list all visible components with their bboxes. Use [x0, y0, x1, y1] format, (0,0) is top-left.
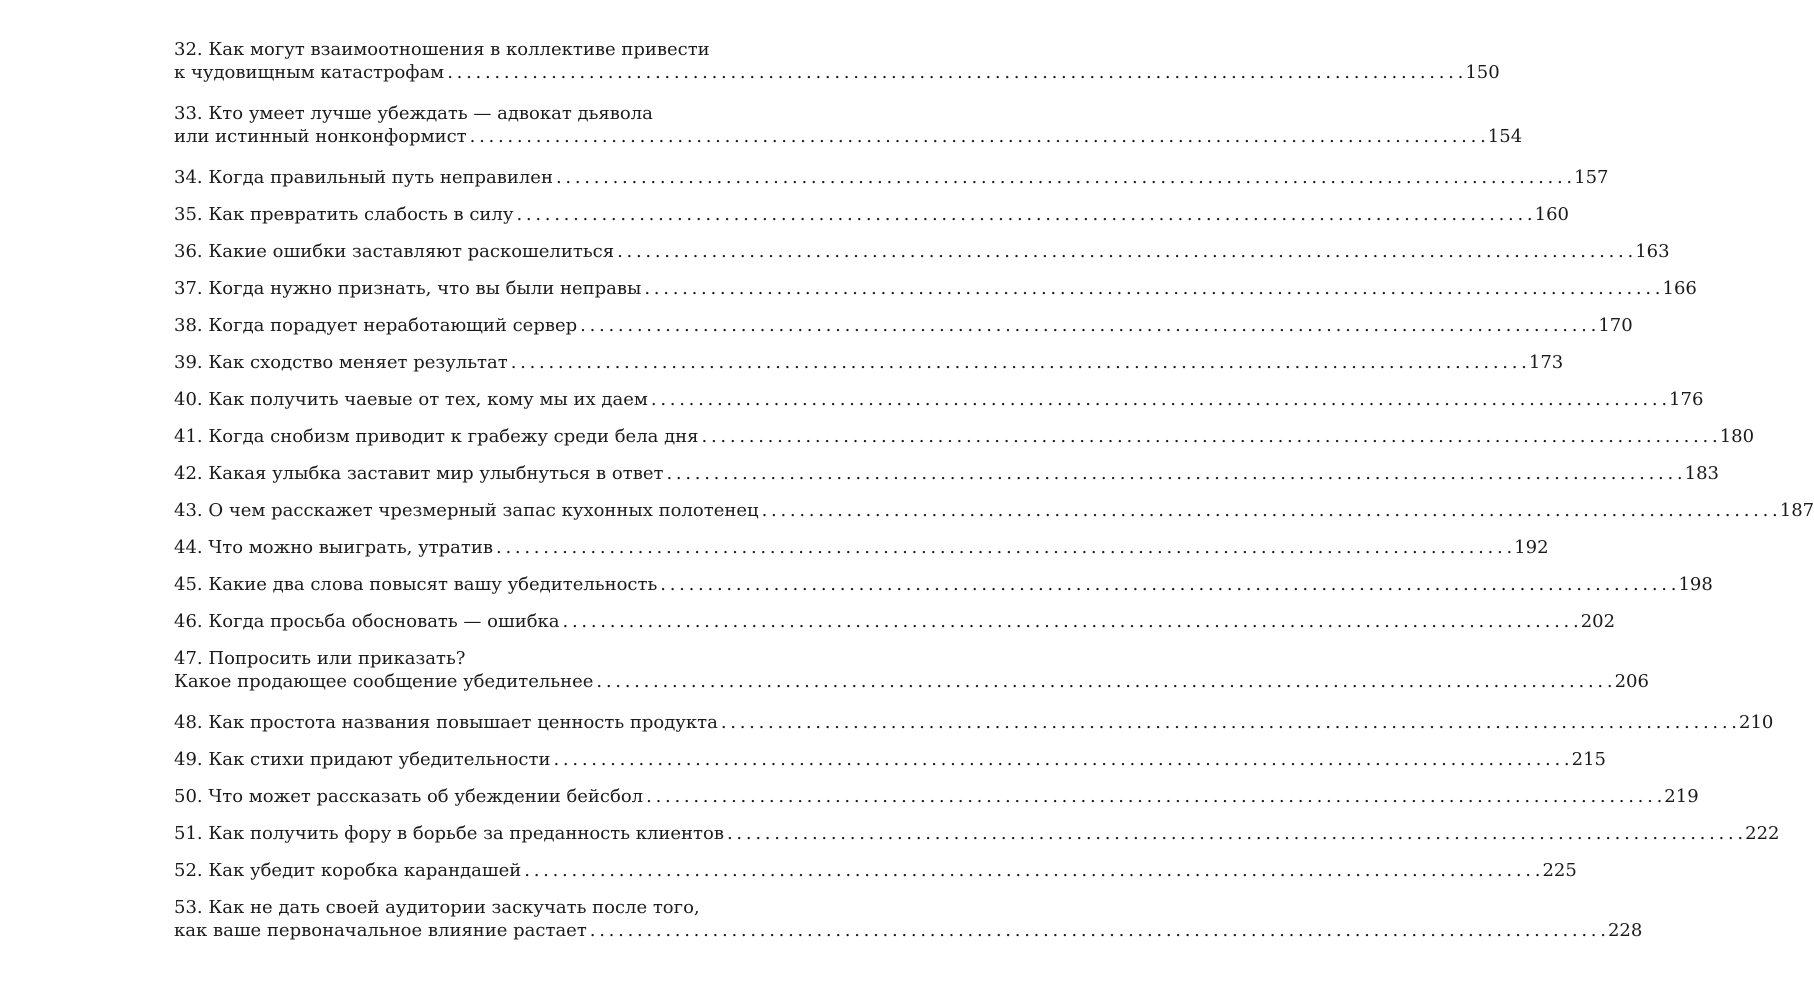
- page-number: 176: [1669, 389, 1704, 410]
- page-number: 192: [1514, 537, 1549, 558]
- toc-entry-35: [174, 203, 1569, 226]
- toc-entry-32: [174, 38, 1500, 84]
- entry-title: Как простота названия повышает ценность продукта: [208, 712, 718, 733]
- page-number: 183: [1684, 463, 1719, 484]
- toc-entry-37: [174, 277, 1697, 300]
- entry-title: Какие ошибки заставляют раскошелиться: [208, 241, 615, 262]
- dot-leader: [556, 166, 1571, 189]
- page-number: 170: [1598, 315, 1633, 336]
- entry-number: 49.: [174, 749, 203, 770]
- entry-number: 38.: [174, 315, 203, 336]
- toc-entry-42: [174, 462, 1719, 485]
- dot-leader: [617, 240, 1632, 263]
- toc-entry-47: [174, 647, 1649, 693]
- entry-title-line1: Кто умеет лучше убеждать — адвокат дьявола: [208, 103, 653, 124]
- entry-title: Как получить фору в борьбе за преданность клиентов: [208, 823, 724, 844]
- toc-entry-41: [174, 425, 1755, 448]
- table-of-contents: [174, 38, 1814, 960]
- entry-title: Как сходство меняет результат: [208, 352, 508, 373]
- entry-title: Когда нужно признать, что вы были неправы: [208, 278, 642, 299]
- entry-title: Когда снобизм приводит к грабежу среди бела дня: [208, 426, 699, 447]
- entry-title: Какие два слова повысят вашу убедительность: [208, 574, 658, 595]
- toc-entry-50: [174, 785, 1699, 808]
- toc-entry-49: [174, 748, 1607, 771]
- entry-number: 37.: [174, 278, 203, 299]
- dot-leader: [516, 203, 1531, 226]
- dot-leader: [646, 785, 1661, 808]
- entry-title: Как превратить слабость в силу: [208, 204, 514, 225]
- entry-number: 33.: [174, 103, 203, 124]
- dot-leader: [666, 462, 1681, 485]
- page-number: 215: [1571, 749, 1607, 770]
- entry-title: Как получить чаевые от тех, кому мы их даем: [208, 389, 648, 410]
- entry-title: Как убедит коробка карандашей: [208, 860, 522, 881]
- entry-number: 47.: [174, 648, 203, 669]
- entry-title: Когда просьба обосновать — ошибка: [208, 611, 560, 632]
- page-number: 154: [1487, 126, 1523, 147]
- page-number: 163: [1635, 241, 1670, 262]
- dot-leader: [721, 711, 1736, 734]
- entry-number: 43.: [174, 500, 203, 521]
- toc-entry-43: [174, 499, 1814, 522]
- dot-leader: [644, 277, 1659, 300]
- page-number: 222: [1745, 823, 1780, 844]
- toc-entry-34: [174, 166, 1609, 189]
- toc-entry-48: [174, 711, 1774, 734]
- toc-entry-46: [174, 610, 1616, 633]
- entry-number: 45.: [174, 574, 203, 595]
- page-number: 198: [1678, 574, 1713, 595]
- entry-title-line2: к чудовищным катастрофам: [174, 62, 445, 83]
- dot-leader: [511, 351, 1526, 374]
- dot-leader: [590, 919, 1605, 942]
- entry-number: 52.: [174, 860, 203, 881]
- page-number: 225: [1542, 860, 1577, 881]
- entry-number: 46.: [174, 611, 203, 632]
- page-number: 210: [1739, 712, 1774, 733]
- page-number: 206: [1614, 671, 1649, 692]
- toc-entry-52: [174, 859, 1577, 882]
- page-number: 187: [1779, 500, 1814, 521]
- page-number: 160: [1534, 204, 1569, 225]
- dot-leader: [524, 859, 1539, 882]
- entry-title-line1: Попросить или приказать?: [208, 648, 466, 669]
- entry-title: Как стихи придают убедительности: [208, 749, 551, 770]
- toc-entry-45: [174, 573, 1713, 596]
- dot-leader: [496, 536, 1511, 559]
- toc-entry-53: [174, 896, 1643, 942]
- dot-leader: [596, 670, 1611, 693]
- page-number: 173: [1528, 352, 1564, 373]
- entry-title: Что можно выиграть, утратив: [208, 537, 493, 558]
- entry-title: Что может рассказать об убеждении бейсбол: [208, 786, 644, 807]
- dot-leader: [553, 748, 1568, 771]
- entry-number: 48.: [174, 712, 203, 733]
- entry-title-line2: как ваше первоначальное влияние растает: [174, 920, 587, 941]
- entry-number: 34.: [174, 167, 203, 188]
- toc-entry-44: [174, 536, 1549, 559]
- toc-entry-39: [174, 351, 1564, 374]
- entry-title: Когда правильный путь неправилен: [208, 167, 553, 188]
- page-number: 150: [1465, 62, 1500, 83]
- entry-title-line1: Как могут взаимоотношения в коллективе привести: [208, 39, 710, 60]
- toc-entry-36: [174, 240, 1670, 263]
- dot-leader: [762, 499, 1777, 522]
- entry-number: 36.: [174, 241, 203, 262]
- dot-leader: [563, 610, 1578, 633]
- page-number: 219: [1664, 786, 1699, 807]
- entry-number: 44.: [174, 537, 203, 558]
- entry-number: 53.: [174, 897, 203, 918]
- entry-title: О чем расскажет чрезмерный запас кухонных полотенец: [208, 500, 759, 521]
- page-number: 228: [1607, 920, 1643, 941]
- toc-entry-51: [174, 822, 1780, 845]
- dot-leader: [470, 125, 1485, 148]
- entry-number: 39.: [174, 352, 203, 373]
- page-number: 180: [1719, 426, 1755, 447]
- entry-number: 41.: [174, 426, 203, 447]
- entry-number: 51.: [174, 823, 203, 844]
- entry-number: 35.: [174, 204, 203, 225]
- entry-number: 42.: [174, 463, 203, 484]
- page-number: 166: [1662, 278, 1697, 299]
- dot-leader: [727, 822, 1742, 845]
- entry-title-line2: или истинный нонконформист: [174, 126, 467, 147]
- dot-leader: [702, 425, 1717, 448]
- dot-leader: [447, 61, 1462, 84]
- page-number: 157: [1574, 167, 1609, 188]
- entry-title-line2: Какое продающее сообщение убедительнее: [174, 671, 594, 692]
- entry-title: Когда порадует неработающий сервер: [208, 315, 578, 336]
- entry-title-line1: Как не дать своей аудитории заскучать после того,: [208, 897, 700, 918]
- dot-leader: [660, 573, 1675, 596]
- page-number: 202: [1580, 611, 1616, 632]
- entry-number: 40.: [174, 389, 203, 410]
- dot-leader: [651, 388, 1666, 411]
- entry-number: 32.: [174, 39, 203, 60]
- toc-entry-40: [174, 388, 1704, 411]
- entry-number: 50.: [174, 786, 203, 807]
- toc-entry-33: [174, 102, 1523, 148]
- dot-leader: [580, 314, 1595, 337]
- entry-title: Какая улыбка заставит мир улыбнуться в ответ: [208, 463, 664, 484]
- toc-entry-38: [174, 314, 1633, 337]
